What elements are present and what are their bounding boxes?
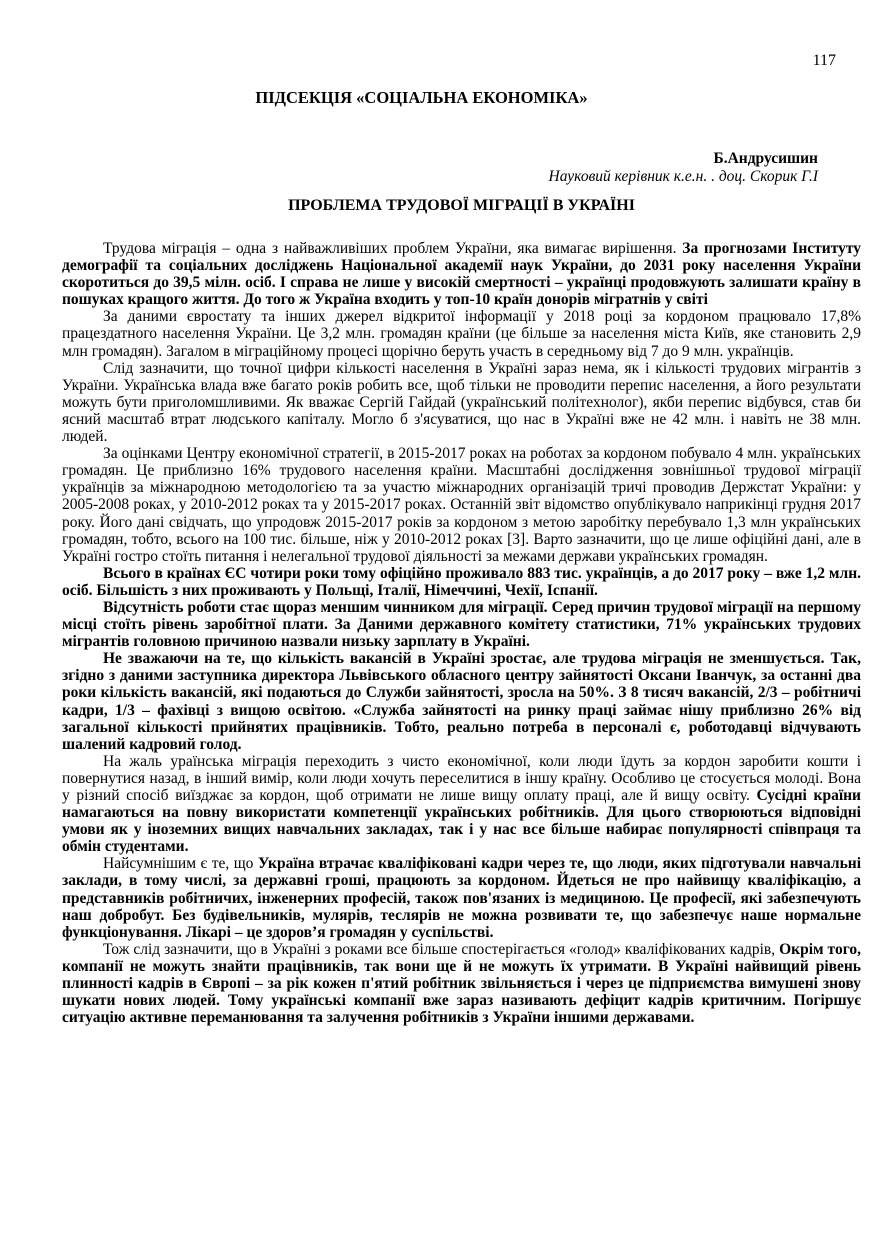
byline-block (62, 150, 861, 186)
text-segment: Найсумнішим є те, що (103, 855, 258, 873)
bold-text-segment: Сусідні країни намагаються на повну використати компетенції українських робітників. Для цього створюються відповідні умови як у іноземних вищих навчальних закладах, так і у нас все більше набирає популярності співпраця та обмін студентами. (62, 787, 861, 856)
paragraph (62, 941, 861, 1026)
bold-text-segment: За прогнозами Інституту демографії та соціальних досліджень Національної академії наук України, до 2031 року населення України скоротиться до 39,5 мілн. осіб. І справа не лише у високій смертності – українці продовжують залишати країну в пошуках кращого життя. До того ж Україна входить у топ-10 країн донорів мігратнів у світі (62, 240, 862, 309)
author-name: Б.Андрусишин (713, 150, 818, 167)
article-body (62, 240, 861, 1026)
bold-text-segment: Всього в країнах ЄС чотири роки тому офіційно проживало 883 тис. українців, а до 2017 року – вже 1,2 млн. осіб. Більшість з них проживають у Польщі, Італії, Німеччині, Чехії, Іспанії. (62, 564, 861, 599)
text-segment: На жаль ураїнська міграція переходить з чисто економічної, коли люди їдуть за кордон заробити кошти і повернутися назад, в інший вимір, коли люди хочуть переселитися в іншу країну. Особливо це стосується молоді. Вона у різний спосіб виїзджає за кордон, щоб отримати не лише вищу оплату праці, але й вищу освіту. (62, 752, 861, 804)
text-segment: За оцінками Центру економічної стратегії, в 2015-2017 роках на роботах за кордоном побувало 4 млн. українських громадян. Це приблизно 16% трудового населення країни. Масштабні дослідження зовнішньої трудової міграції українців за міжнародною методологією та за участю міжнародних організацій тричі проводив Держстат України: у 2005-2008 роках, у 2010-2012 роках та у 2015-2017 роках. Останній звіт відомство опублікувало наприкінці грудня 2017 року. Його дані свідчать, що упродовж 2015-2017 років за кордоном з метою заробітку перебувало 1,3 млн українських громадян, тобто, всього на 100 тис. більше, ніж у 2010-2012 роках [3]. Варто зазначити, що це лише офіційні дані, але в Україні гостро стоїть питання і нелегальної трудової діяльності за межами держави українських громадян. (62, 445, 861, 565)
text-segment: Трудова міграція – одна з найважливіших проблем України, яка вимагає вирішення. (103, 240, 683, 257)
text-segment: Слід зазначити, що точної цифри кількості населення в Україні зараз нема, як і кількості трудових мігрантів з України. Українська влада вже багато років робить все, щоб тільки не проводити перепис населення, а його результати можуть бути приголомшливими. Як вважає Сергій Гайдай (український політехнолог), якби перепис відбувся, став би ясний масштаб втрат людського капіталу. Могло б з'ясуватися, що нас в Україні вже не 42 млн. і навіть не 38 млн. людей. (62, 359, 861, 446)
supervisor-line: Науковий керівник к.е.н. . доц. Скорик Г.І (548, 168, 818, 185)
section-title: ПІДСЕКЦІЯ «СОЦІАЛЬНА ЕКОНОМІКА» (255, 88, 588, 107)
paragraph (62, 445, 861, 565)
text-segment: Тож слід зазначити, що в Україні з роками все більше спостерігається «голод» кваліфікованих кадрів, (103, 940, 780, 958)
text-segment: За даними євростату та інших джерел відкритої інформації у 2018 році за кордоном працювало 17,8% працездатного населення України. Це 3,2 млн. громадян країни (це більше за населення міста Київ, яке становить 2,9 млн громадян). Загалом в міграційному процесі щорічно беруть участь в середньому від 7 до 9 млн. українців. (62, 308, 861, 360)
article-title: ПРОБЛЕМА ТРУДОВОЇ МІГРАЦІЇ В УКРАЇНІ (288, 197, 635, 214)
paragraph (62, 753, 861, 856)
paragraph (62, 855, 861, 940)
bold-text-segment: Україна втрачає кваліфіковані кадри через те, що люди, яких підготували навчальні заклади, в тому числі, за державні гроші, працюють за кордоном. Йдеться не про найвищу кваліфікацію, а представників робітничих, інженерних професій, також пов'язаних із медициною. Це професії, які забезпечують наш добробут. Без будівельників, мулярів, теслярів не можна розвивати те, що забезпечує наше нормальне функціонування. Лікарі – це здоров’я громадян у суспільстві. (62, 855, 862, 941)
paragraph (62, 308, 861, 359)
bold-text-segment: Відсутність роботи стає щораз меншим чинником для міграції. Серед причин трудової міграції на першому місці стоїть рівень заробітної плати. За Даними державного комітету статистики, 71% українських трудових мігрантів головною причиною назвали низьку зарплату в Україні. (62, 598, 861, 651)
paragraph (62, 240, 861, 308)
page-content (62, 0, 861, 1026)
paragraph (62, 565, 861, 599)
bold-text-segment: Окрім того, компанії не можуть знайти працівників, так вони ще й не можуть їх утримати. В Україні найвищий рівень плинності кадрів в Європі – за рік кожен п'ятий робітник звільняється і через це підприємства вимушені знову шукати нових людей. Тому українські компанії вже зараз називають дефіцит кадрів критичним. Погіршує ситуацію активне переманювання та залучення робітників з України іншими державами. (62, 940, 861, 1027)
page-number: 117 (812, 52, 836, 69)
bold-text-segment: Не зважаючи на те, що кількість вакансій в Україні зростає, але трудова міграція не зменшується. Так, згідно з даними заступника директора Львівського обласного центру зайнятості Оксани Іванчук, за останні два роки кількість вакансій, які подаються до Служби зайнятості, зросла на 50%. З 8 тисяч вакансій, 2/3 – робітничі кадри, 1/3 – фахівці з вищою освітою. «Служба зайнятості на ринку праці займає нішу приблизно 26% від загальної кількості прийнятих працівників. Тобто, реально потреба в персоналі є, роботодавці відчувають шалений кадровий голод. (62, 650, 861, 753)
paragraph (62, 599, 861, 650)
paragraph (62, 650, 861, 753)
paragraph (62, 360, 861, 445)
